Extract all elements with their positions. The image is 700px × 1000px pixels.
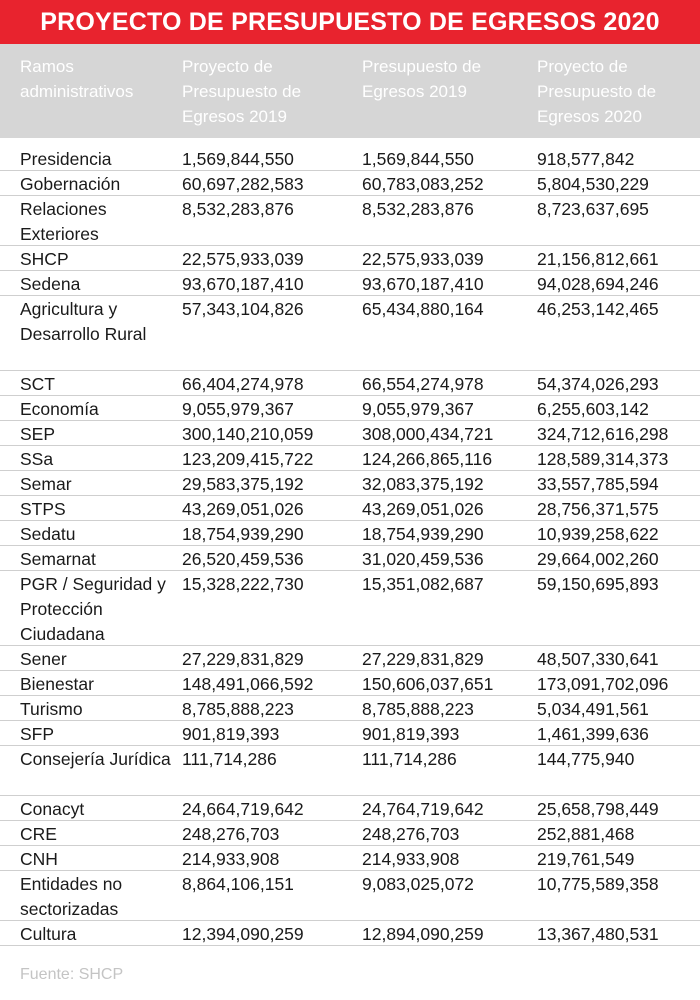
table-row <box>0 546 700 571</box>
value-proyecto-2019: 15,328,222,730 <box>182 574 304 594</box>
value-presupuesto-2019: 901,819,393 <box>362 724 460 744</box>
value-presupuesto-2019: 248,276,703 <box>362 824 460 844</box>
table-row <box>0 846 700 871</box>
value-presupuesto-2019: 31,020,459,536 <box>362 549 484 569</box>
source-note: Fuente: SHCP <box>20 966 124 983</box>
row-name: CNH <box>20 849 58 869</box>
row-name: STPS <box>20 499 66 519</box>
value-proyecto-2020: 128,589,314,373 <box>537 449 669 469</box>
row-name: Semarnat <box>20 549 96 569</box>
table-row <box>0 446 700 471</box>
value-proyecto-2019: 8,785,888,223 <box>182 699 294 719</box>
value-presupuesto-2019: 111,714,286 <box>362 749 457 769</box>
value-presupuesto-2019: 22,575,933,039 <box>362 249 484 269</box>
table-row <box>0 521 700 546</box>
row-name: Economía <box>20 399 99 419</box>
value-proyecto-2019: 93,670,187,410 <box>182 274 304 294</box>
value-presupuesto-2019: 93,670,187,410 <box>362 274 484 294</box>
row-name: Gobernación <box>20 174 121 194</box>
value-proyecto-2019: 300,140,210,059 <box>182 424 314 444</box>
table-row <box>0 421 700 446</box>
table-row <box>0 271 700 296</box>
table-row <box>0 171 700 196</box>
table-body <box>0 146 700 946</box>
value-proyecto-2020: 252,881,468 <box>537 824 635 844</box>
chart-title: PROYECTO DE PRESUPUESTO DE EGRESOS 2020 <box>0 0 700 44</box>
value-presupuesto-2019: 18,754,939,290 <box>362 524 484 544</box>
table-row <box>0 571 700 646</box>
value-proyecto-2020: 25,658,798,449 <box>537 799 659 819</box>
value-proyecto-2019: 123,209,415,722 <box>182 449 314 469</box>
value-presupuesto-2019: 66,554,274,978 <box>362 374 484 394</box>
value-proyecto-2019: 1,569,844,550 <box>182 149 294 169</box>
value-proyecto-2020: 144,775,940 <box>537 749 635 769</box>
value-presupuesto-2019: 24,764,719,642 <box>362 799 484 819</box>
row-name: Cultura <box>20 924 77 944</box>
row-name: Semar <box>20 474 72 494</box>
table-row <box>0 296 700 371</box>
value-proyecto-2019: 24,664,719,642 <box>182 799 304 819</box>
table-row <box>0 696 700 721</box>
value-proyecto-2019: 901,819,393 <box>182 724 280 744</box>
table-row <box>0 496 700 521</box>
value-proyecto-2020: 21,156,812,661 <box>537 249 659 269</box>
row-name: SCT <box>20 374 55 394</box>
table-row <box>0 721 700 746</box>
value-proyecto-2020: 29,664,002,260 <box>537 549 659 569</box>
value-proyecto-2019: 8,532,283,876 <box>182 199 294 219</box>
column-header-proyecto-2020: Proyecto de Presupuesto de Egresos 2020 <box>537 57 657 126</box>
table-row <box>0 796 700 821</box>
value-presupuesto-2019: 8,532,283,876 <box>362 199 474 219</box>
table-row <box>0 646 700 671</box>
value-presupuesto-2019: 32,083,375,192 <box>362 474 484 494</box>
table-row <box>0 746 700 796</box>
value-proyecto-2019: 29,583,375,192 <box>182 474 304 494</box>
row-name: Sedatu <box>20 524 76 544</box>
row-name: SFP <box>20 724 55 744</box>
value-proyecto-2020: 6,255,603,142 <box>537 399 649 419</box>
table-row <box>0 871 700 921</box>
value-proyecto-2020: 10,775,589,358 <box>537 874 659 894</box>
value-proyecto-2020: 59,150,695,893 <box>537 574 659 594</box>
value-proyecto-2020: 324,712,616,298 <box>537 424 669 444</box>
value-proyecto-2020: 54,374,026,293 <box>537 374 659 394</box>
row-name: CRE <box>20 824 57 844</box>
value-presupuesto-2019: 60,783,083,252 <box>362 174 484 194</box>
value-presupuesto-2019: 124,266,865,116 <box>362 449 493 469</box>
table-header <box>0 44 700 138</box>
row-name: Turismo <box>20 699 83 719</box>
table-row <box>0 246 700 271</box>
row-name: Bienestar <box>20 674 94 694</box>
value-presupuesto-2019: 15,351,082,687 <box>362 574 484 594</box>
row-name: Sener <box>20 649 67 669</box>
table-row <box>0 371 700 396</box>
value-proyecto-2020: 1,461,399,636 <box>537 724 649 744</box>
value-proyecto-2020: 918,577,842 <box>537 149 635 169</box>
row-name: PGR / Seguridad y Protección Ciudadana <box>20 574 166 644</box>
column-header-presupuesto-2019: Presupuesto de Egresos 2019 <box>362 57 482 101</box>
value-presupuesto-2019: 8,785,888,223 <box>362 699 474 719</box>
value-proyecto-2019: 60,697,282,583 <box>182 174 304 194</box>
value-proyecto-2020: 8,723,637,695 <box>537 199 649 219</box>
row-name: SSa <box>20 449 54 469</box>
value-proyecto-2020: 46,253,142,465 <box>537 299 659 319</box>
value-proyecto-2020: 28,756,371,575 <box>537 499 659 519</box>
value-proyecto-2020: 33,557,785,594 <box>537 474 659 494</box>
value-proyecto-2019: 66,404,274,978 <box>182 374 304 394</box>
value-proyecto-2019: 248,276,703 <box>182 824 280 844</box>
value-proyecto-2020: 13,367,480,531 <box>537 924 659 944</box>
value-proyecto-2020: 219,761,549 <box>537 849 635 869</box>
value-proyecto-2019: 8,864,106,151 <box>182 874 294 894</box>
value-proyecto-2020: 5,034,491,561 <box>537 699 649 719</box>
value-proyecto-2019: 43,269,051,026 <box>182 499 304 519</box>
table-row <box>0 196 700 246</box>
value-proyecto-2020: 5,804,530,229 <box>537 174 649 194</box>
row-name: Consejería Jurídica <box>20 749 171 769</box>
value-presupuesto-2019: 308,000,434,721 <box>362 424 494 444</box>
value-proyecto-2019: 26,520,459,536 <box>182 549 304 569</box>
table-row <box>0 471 700 496</box>
value-presupuesto-2019: 214,933,908 <box>362 849 460 869</box>
value-proyecto-2019: 57,343,104,826 <box>182 299 304 319</box>
value-proyecto-2019: 9,055,979,367 <box>182 399 294 419</box>
value-proyecto-2019: 22,575,933,039 <box>182 249 304 269</box>
table-row <box>0 921 700 946</box>
table-row <box>0 821 700 846</box>
value-proyecto-2020: 10,939,258,622 <box>537 524 659 544</box>
value-presupuesto-2019: 43,269,051,026 <box>362 499 484 519</box>
table-row <box>0 396 700 421</box>
value-proyecto-2019: 111,714,286 <box>182 749 277 769</box>
value-proyecto-2019: 27,229,831,829 <box>182 649 304 669</box>
column-header-ramos: Ramos administrativos <box>20 57 134 101</box>
row-name: SEP <box>20 424 56 444</box>
row-name: Entidades no sectorizadas <box>20 874 123 919</box>
value-proyecto-2019: 18,754,939,290 <box>182 524 304 544</box>
value-presupuesto-2019: 12,894,090,259 <box>362 924 484 944</box>
row-name: Conacyt <box>20 799 85 819</box>
value-proyecto-2020: 173,091,702,096 <box>537 674 669 694</box>
row-name: SHCP <box>20 249 69 269</box>
row-name: Agricultura y Desarrollo Rural <box>20 299 147 344</box>
value-proyecto-2019: 148,491,066,592 <box>182 674 314 694</box>
value-presupuesto-2019: 9,055,979,367 <box>362 399 474 419</box>
value-presupuesto-2019: 9,083,025,072 <box>362 874 474 894</box>
value-presupuesto-2019: 65,434,880,164 <box>362 299 484 319</box>
value-proyecto-2019: 12,394,090,259 <box>182 924 304 944</box>
value-presupuesto-2019: 27,229,831,829 <box>362 649 484 669</box>
row-name: Sedena <box>20 274 81 294</box>
value-proyecto-2020: 48,507,330,641 <box>537 649 659 669</box>
column-header-proyecto-2019: Proyecto de Presupuesto de Egresos 2019 <box>182 57 302 126</box>
table-row <box>0 671 700 696</box>
row-name: Presidencia <box>20 149 112 169</box>
value-presupuesto-2019: 1,569,844,550 <box>362 149 474 169</box>
row-name: Relaciones Exteriores <box>20 199 107 244</box>
value-proyecto-2019: 214,933,908 <box>182 849 280 869</box>
table-row <box>0 146 700 171</box>
value-presupuesto-2019: 150,606,037,651 <box>362 674 494 694</box>
value-proyecto-2020: 94,028,694,246 <box>537 274 659 294</box>
